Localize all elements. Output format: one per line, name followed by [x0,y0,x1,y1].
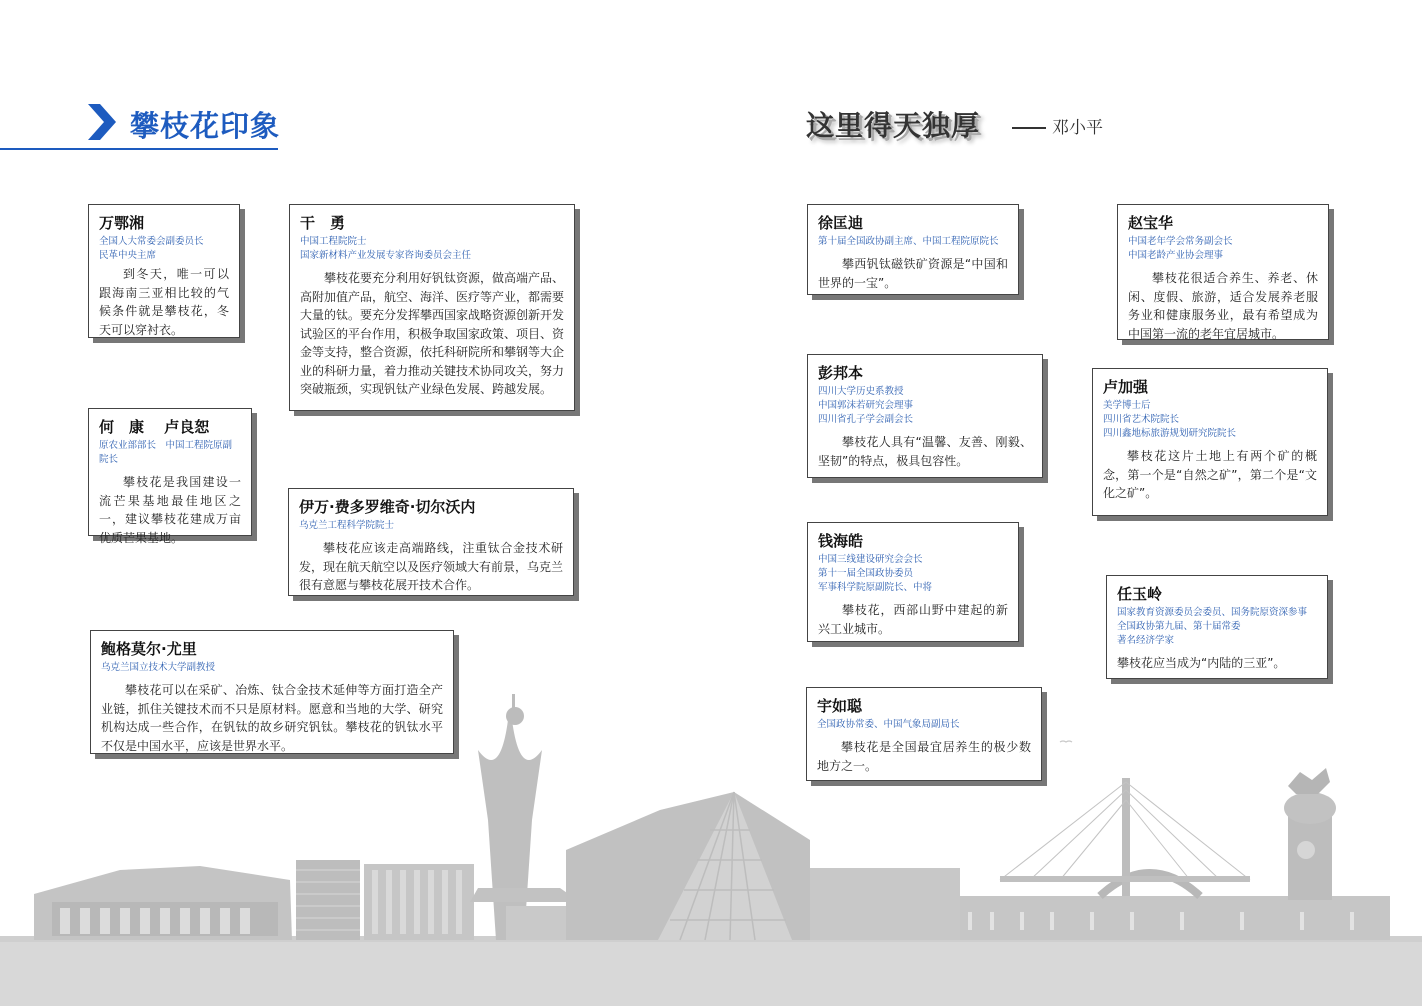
card-title-line: 著名经济学家 [1117,635,1175,646]
card-title-line: 第十一届全国政协委员 [818,568,914,579]
card-title-line: 中国三线建设研究会会长 [818,554,923,565]
card-name: 何 康 卢良恕 [99,418,210,436]
quote-card [1117,204,1329,340]
card-title-line: 第十届全国政协副主席、中国工程院原院长 [818,236,999,247]
card-titles [99,235,229,263]
author-attribution [1012,113,1103,138]
card-title-line: 民革中央主席 [99,250,157,261]
card-title-line: 中国郭沫若研究会理事 [818,400,914,411]
card-titles [300,235,564,263]
card-name: 徐匡迪 [818,214,864,232]
card-name: 干 勇 [300,214,346,232]
left-page-title: 攀枝花印象 [130,109,281,143]
card-title-line: 四川大学历史系教授 [818,386,904,397]
card-titles [99,439,241,467]
card-quote: 攀枝花是我国建设一流芒果基地最佳地区之一，建议攀枝花建成万亩优质芒果基地。 [99,475,241,545]
title-underline [0,148,278,150]
card-quote: 攀枝花可以在采矿、冶炼、钛合金技术延伸等方面打造全产业链，抓住关键技术而不只是原材料。愿意和当地的大学、研究机构达成一些合作，在钒钛的故乡研究钒钛。攀枝花的钒钛水平不仅是中国水平，应该是世界水平。 [101,683,443,753]
card-quote: 攀西钒钛磁铁矿资源是“中国和世界的一宝”。 [818,257,1008,290]
card-title-line: 中国工程院院士 [300,236,367,247]
dash-line [1012,127,1046,129]
card-quote: 到冬天，唯一可以跟海南三亚相比较的气候条件就是攀枝花，冬天可以穿衬衣。 [99,267,229,337]
card-name: 万鄂湘 [99,214,145,232]
quote-card [807,204,1019,295]
card-name: 赵宝华 [1128,214,1174,232]
card-titles [818,235,1008,249]
quote-card [88,204,240,338]
card-title-line: 全国政协第九届、第十届常委 [1117,621,1241,632]
card-name: 钱海皓 [818,532,864,550]
card-title-line: 四川鑫地标旅游规划研究院院长 [1103,428,1237,439]
card-name: 鲍格莫尔·尤里 [101,640,197,658]
card-title-line: 四川省艺术院院长 [1103,414,1180,425]
quote-card [807,522,1019,642]
card-name: 任玉岭 [1117,585,1163,603]
card-title-line: 中国老龄产业协会理事 [1128,250,1224,261]
card-title-line: 中国老年学会常务副会长 [1128,236,1233,247]
card-title-line: 乌克兰工程科学院院士 [299,520,395,531]
card-title-line: 国家新材料产业发展专家咨询委员会主任 [300,250,472,261]
card-quote: 攀枝花是全国最宜居养生的极少数地方之一。 [817,740,1031,773]
quote-card [807,354,1043,478]
card-title-line: 乌克兰国立技术大学副教授 [101,662,216,673]
card-quote: 攀枝花应该走高端路线，注重钛合金技术研发，现在航天航空以及医疗领域大有前景，乌克兰很有意愿与攀枝花展开技术合作。 [299,541,564,592]
card-titles [818,553,1008,595]
card-titles [818,385,1032,427]
card-titles [1117,606,1317,648]
card-title-line: 美学博士后 [1103,400,1151,411]
card-quote: 攀枝花这片土地上有两个矿的概念，第一个是“自然之矿”，第二个是“文化之矿”。 [1103,449,1317,500]
quote-card [1092,368,1328,516]
quote-card [289,204,575,411]
card-name: 彭邦本 [818,364,864,382]
right-page-title: 这里得天独厚 [806,109,981,142]
card-quote: 攀枝花应当成为“内陆的三亚”。 [1117,656,1286,670]
quote-card [288,488,574,596]
card-title-line: 四川省孔子学会副会长 [818,414,914,425]
card-name: 卢加强 [1103,378,1149,396]
card-quote: 攀枝花很适合养生、养老、休闲、度假、旅游，适合发展养老服务业和健康服务业，最有希望成为中国第一流的老年宜居城市。 [1128,271,1318,341]
author-name: 邓小平 [1052,118,1103,138]
card-title-line: 全国政协常委、中国气象局副局长 [817,719,960,730]
card-titles [1128,235,1318,263]
city-skyline-illustration [0,690,1422,1006]
card-title-line: 军事科学院原副院长、中将 [818,582,933,593]
card-name: 宇如聪 [817,697,863,715]
chevron-right-icon [88,104,116,140]
card-title-line: 国家教育资源委员会委员、国务院原资深参事 [1117,607,1308,618]
card-titles [299,519,563,533]
quote-card [1106,575,1328,679]
card-quote: 攀枝花人具有“温馨、友善、刚毅、坚韧”的特点，极具包容性。 [818,435,1032,468]
card-titles [1103,399,1317,441]
quote-card [88,408,252,545]
card-quote: 攀枝花，西部山野中建起的新兴工业城市。 [818,603,1008,636]
card-titles [101,661,443,675]
card-quote: 攀枝花要充分利用好钒钛资源，做高端产品、高附加值产品，航空、海洋、医疗等产业，都需要大量的钛。要充分发挥攀西国家战略资源创新开发试验区的平台作用，积极争取国家政策、项目、资金等支持，整合资源，依托科研院所和攀钢等大企业的科研力量，着力推动关键技术协同攻关，努力突破瓶颈，实现钒钛产业绿色发展、跨越发展。 [300,271,565,396]
card-title-line: 全国人大常委会副委员长 [99,236,204,247]
card-title-line: 原农业部部长 中国工程院原副院长 [99,440,233,465]
card-name: 伊万·费多罗维奇·切尔沃内 [299,498,476,516]
